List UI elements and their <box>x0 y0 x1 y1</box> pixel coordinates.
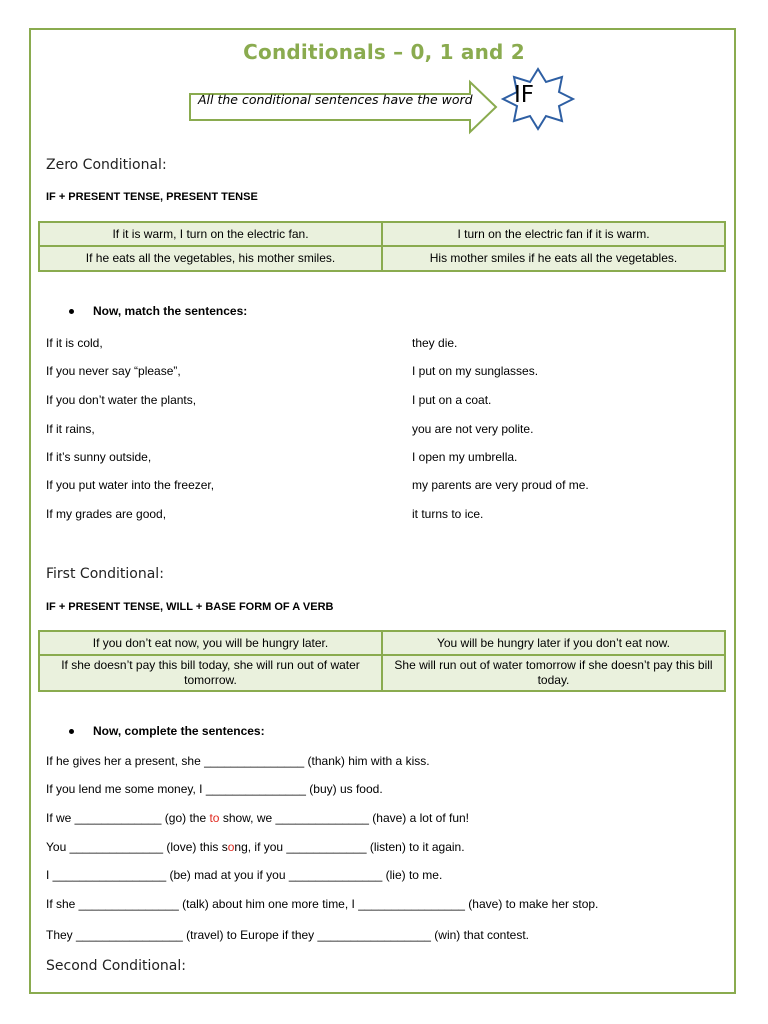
complete-sentence: If he gives her a present, she _______________ (thank) him with a kiss. <box>46 754 430 768</box>
highlighted-word: to <box>209 811 220 825</box>
zero-conditional-rule: IF + PRESENT TENSE, PRESENT TENSE <box>46 191 258 203</box>
match-left-item: If you never say “please”, <box>46 364 181 378</box>
match-right-item: my parents are very proud of me. <box>412 478 589 492</box>
complete-instruction: Now, complete the sentences: <box>93 724 265 738</box>
match-right-item: it turns to ice. <box>412 507 484 521</box>
table-cell: If she doesn’t pay this bill today, she will run out of water tomorrow. <box>39 655 382 691</box>
table-row <box>39 246 725 271</box>
table-cell: You will be hungry later if you don’t eat now. <box>382 631 725 655</box>
match-right-item: they die. <box>412 336 458 350</box>
arrow-callout-text: All the conditional sentences have the word <box>198 92 473 107</box>
table-cell: If it is warm, I turn on the electric fan. <box>39 222 382 246</box>
complete-sentence <box>46 811 469 825</box>
match-left-item: If it’s sunny outside, <box>46 450 152 464</box>
table-cell: If he eats all the vegetables, his mother smiles. <box>39 246 382 271</box>
complete-sentence: They ________________ (travel) to Europe if they _________________ (win) that contest. <box>46 928 530 942</box>
table-row <box>39 631 725 655</box>
zero-conditional-heading: Zero Conditional: <box>46 157 167 173</box>
match-instruction: Now, match the sentences: <box>93 304 248 318</box>
zero-examples-table <box>38 221 726 272</box>
arrow-shape <box>188 78 500 136</box>
first-conditional-rule: IF + PRESENT TENSE, WILL + BASE FORM OF A VERB <box>46 601 334 613</box>
star-label: IF <box>514 82 535 108</box>
match-left-item: If you don’t water the plants, <box>46 393 197 407</box>
match-left-item: If it rains, <box>46 422 95 436</box>
match-right-item: I open my umbrella. <box>412 450 518 464</box>
table-cell: I turn on the electric fan if it is warm. <box>382 222 725 246</box>
first-conditional-heading: First Conditional: <box>46 566 164 582</box>
sentence-part: If we _____________ (go) the <box>46 811 210 825</box>
complete-sentence: If you lend me some money, I _______________ (buy) us food. <box>46 782 383 796</box>
table-cell: She will run out of water tomorrow if she doesn’t pay this bill today. <box>382 655 725 691</box>
match-right-item: you are not very polite. <box>412 422 534 436</box>
first-examples-table <box>38 630 726 692</box>
sentence-part: ng, if you ____________ (listen) to it again. <box>234 840 465 854</box>
complete-sentence: I _________________ (be) mad at you if you ______________ (lie) to me. <box>46 868 443 882</box>
match-left-item: If it is cold, <box>46 336 103 350</box>
match-left-item: If you put water into the freezer, <box>46 478 215 492</box>
star-shape <box>500 66 576 132</box>
bullet-icon <box>69 309 74 314</box>
match-right-item: I put on a coat. <box>412 393 492 407</box>
complete-sentence: If she _______________ (talk) about him one more time, I ________________ (have) to make her stop. <box>46 897 599 911</box>
table-row <box>39 222 725 246</box>
table-row <box>39 655 725 691</box>
second-conditional-heading: Second Conditional: <box>46 958 186 974</box>
table-cell: His mother smiles if he eats all the vegetables. <box>382 246 725 271</box>
highlighted-letter: o <box>227 840 235 854</box>
page-title: Conditionals – 0, 1 and 2 <box>243 40 525 64</box>
sentence-part: show, we ______________ (have) a lot of fun! <box>219 811 469 825</box>
bullet-icon <box>69 729 74 734</box>
sentence-part: You ______________ (love) this s <box>46 840 228 854</box>
match-left-item: If my grades are good, <box>46 507 167 521</box>
complete-sentence <box>46 840 465 854</box>
match-right-item: I put on my sunglasses. <box>412 364 539 378</box>
table-cell: If you don’t eat now, you will be hungry later. <box>39 631 382 655</box>
